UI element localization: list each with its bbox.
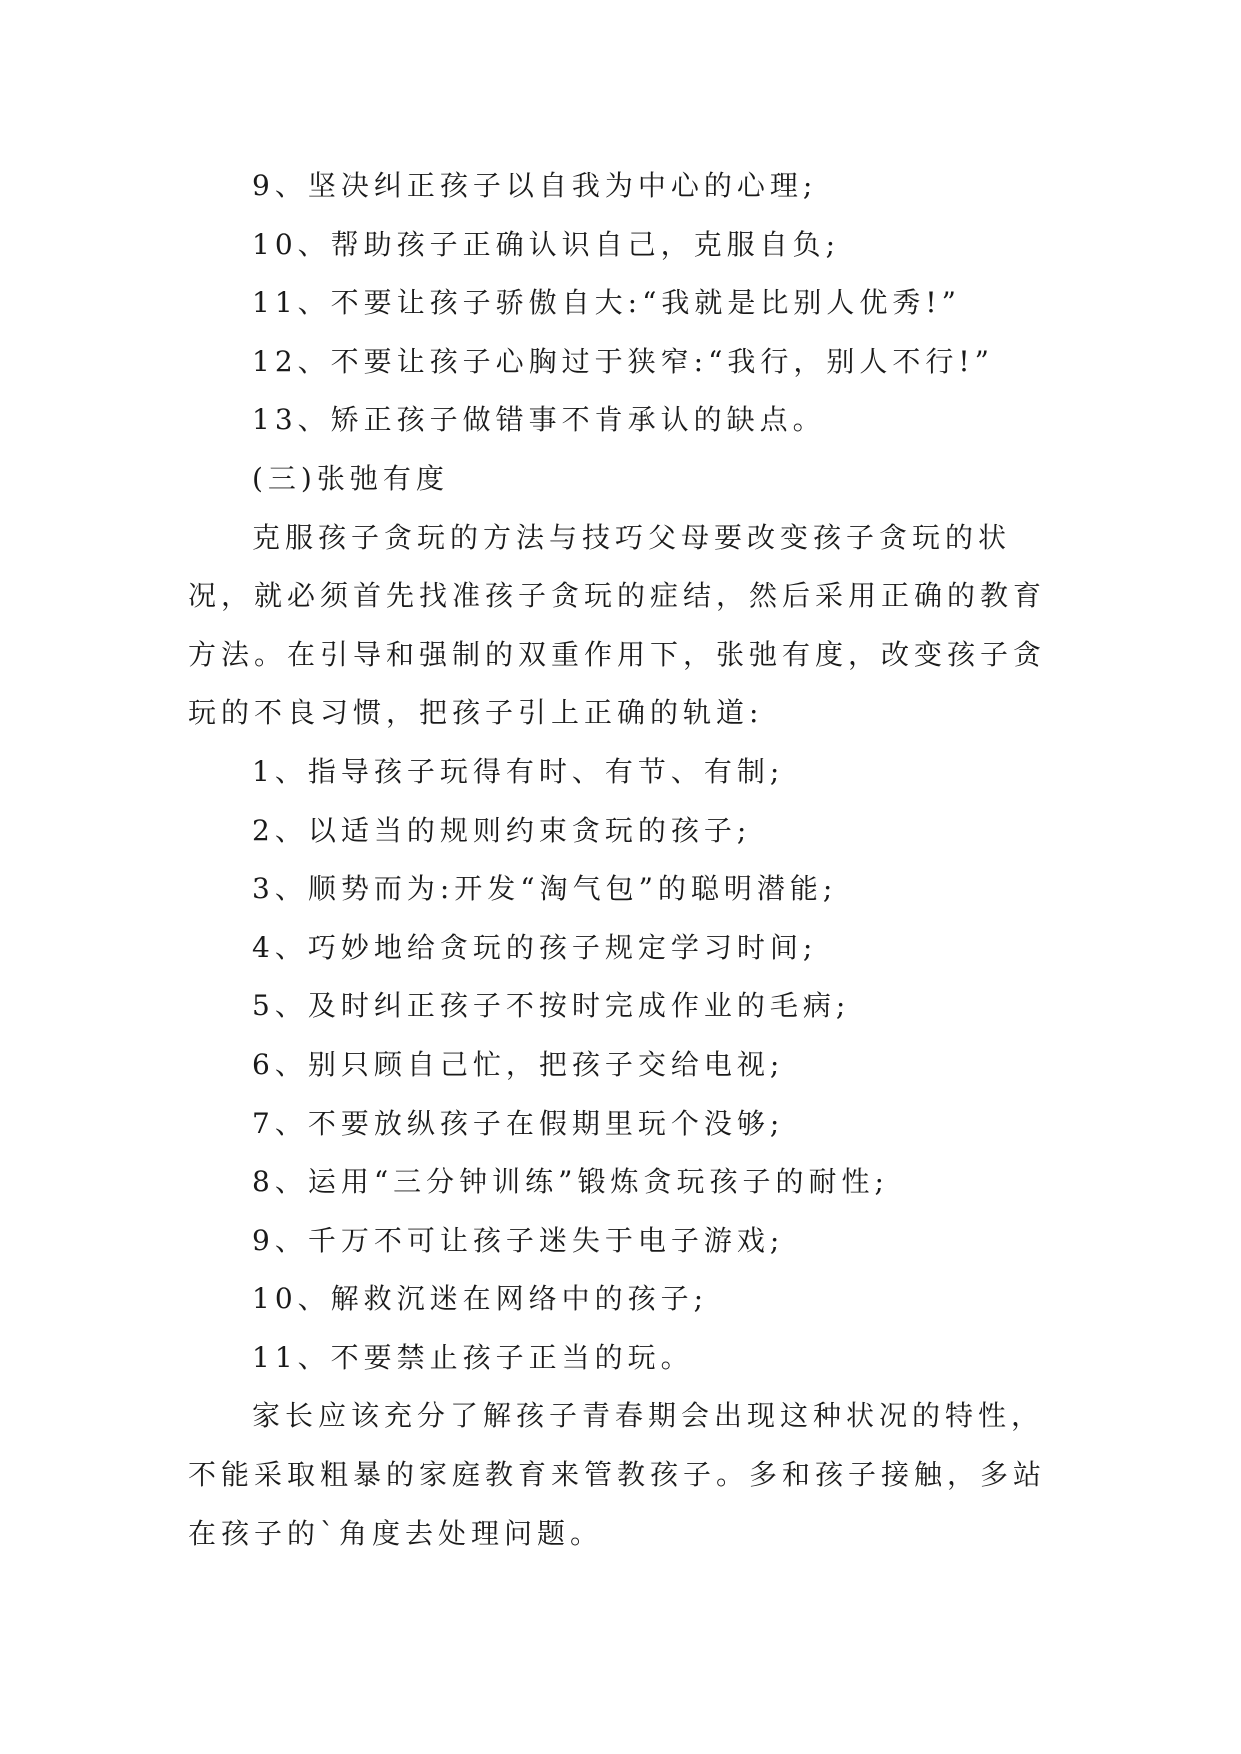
section-heading: (三)张弛有度 <box>252 461 449 495</box>
list-item: 13、矫正孩子做错事不肯承认的缺点。 <box>252 403 826 437</box>
list-item: 9、坚决纠正孩子以自我为中心的心理; <box>252 169 818 202</box>
paragraph-line: 在孩子的`角度去处理问题。 <box>188 1516 604 1550</box>
paragraph-line: 玩的不良习惯，把孩子引上正确的轨道: <box>188 696 764 730</box>
list-item: 3、顺势而为:开发“淘气包”的聪明潜能; <box>252 872 838 906</box>
list-item: 12、不要让孩子心胸过于狭窄:“我行，别人不行!” <box>252 344 994 378</box>
paragraph-line: 方法。在引导和强制的双重作用下，张弛有度，改变孩子贪 <box>188 637 1047 671</box>
list-item: 11、不要禁止孩子正当的玩。 <box>252 1340 694 1374</box>
list-item: 4、巧妙地给贪玩的孩子规定学习时间; <box>252 930 818 964</box>
list-item: 6、别只顾自己忙，把孩子交给电视; <box>252 1047 785 1081</box>
list-item: 5、及时纠正孩子不按时完成作业的毛病; <box>252 989 851 1023</box>
list-item: 7、不要放纵孩子在假期里玩个没够; <box>252 1106 785 1140</box>
paragraph-line: 况，就必须首先找准孩子贪玩的症结，然后采用正确的教育 <box>188 579 1047 613</box>
list-item: 8、运用“三分钟训练”锻炼贪玩孩子的耐性; <box>252 1165 889 1199</box>
list-item: 10、帮助孩子正确认识自己，克服自负; <box>252 227 841 261</box>
list-item: 2、以适当的规则约束贪玩的孩子; <box>252 813 752 847</box>
paragraph-line: 家长应该充分了解孩子青春期会出现这种状况的特性， <box>252 1399 1045 1433</box>
closing-paragraph <box>188 1387 1060 1563</box>
list-item: 1、指导孩子玩得有时、有节、有制; <box>252 754 785 788</box>
list-item: 10、解救沉迷在网络中的孩子; <box>252 1282 709 1316</box>
paragraph-line: 克服孩子贪玩的方法与技巧父母要改变孩子贪玩的状 <box>252 520 1012 554</box>
list-item: 11、不要让孩子骄傲自大:“我就是比别人优秀!” <box>252 286 961 320</box>
paragraph-line: 不能采取粗暴的家庭教育来管教孩子。多和孩子接触，多站 <box>188 1458 1047 1492</box>
document-body <box>188 157 1060 1563</box>
list-item: 9、千万不可让孩子迷失于电子游戏; <box>252 1223 785 1257</box>
intro-paragraph <box>188 509 1060 743</box>
